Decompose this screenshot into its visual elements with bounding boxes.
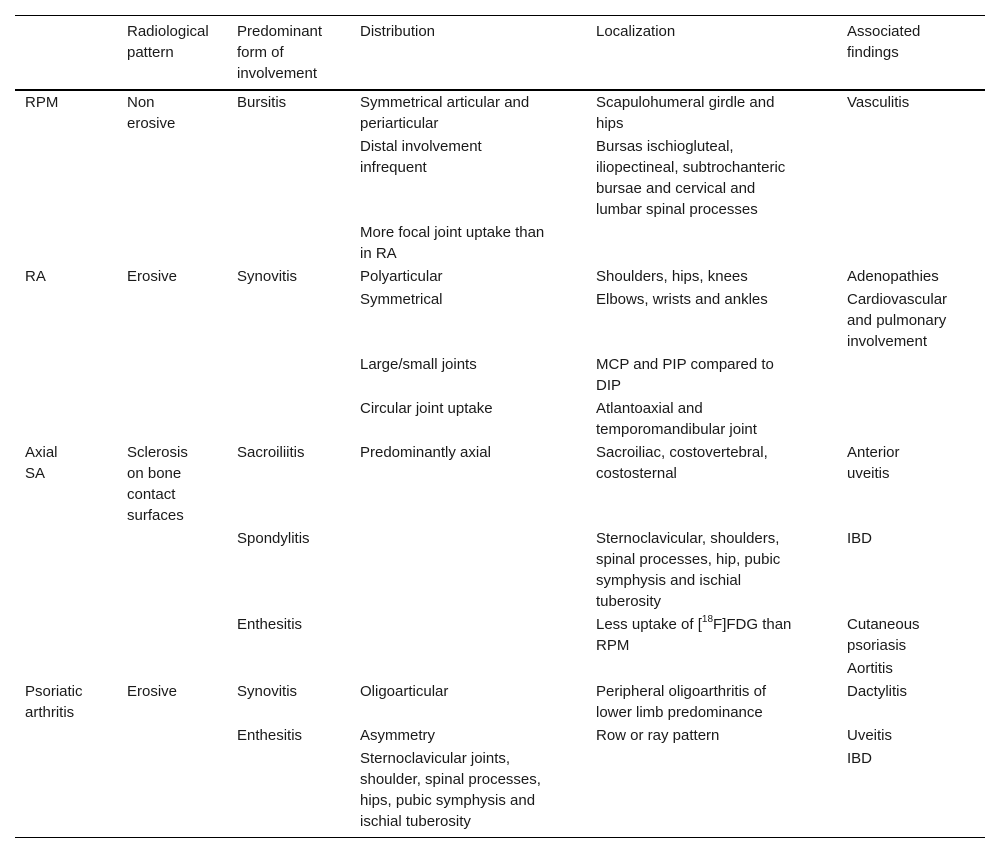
header-cell-associated-findings	[847, 21, 920, 63]
axial-sa-associated-4: Aortitis	[847, 660, 893, 677]
cell-line: Anterior	[847, 444, 900, 461]
cell-line: contact	[127, 486, 176, 503]
ra-distribution-1: Polyarticular	[360, 268, 443, 285]
cell-line: Distal involvement	[360, 138, 482, 155]
cell-line: arthritis	[25, 704, 75, 721]
ra-localization-4	[596, 398, 757, 440]
psa-associated-1: Dactylitis	[847, 683, 908, 700]
rpm-distribution-1	[360, 92, 529, 134]
axial-sa-associated-3	[847, 614, 920, 656]
cell-line: surfaces	[127, 507, 184, 524]
header-cell-predominant-form	[237, 21, 322, 84]
rpm-distribution-3	[360, 222, 544, 264]
cell-line: shoulder, spinal processes,	[360, 771, 541, 788]
psa-distribution-1: Oligoarticular	[360, 683, 449, 700]
header-cell-distribution: Distribution	[360, 23, 436, 40]
axial-sa-form-1: Sacroiliitis	[237, 444, 305, 461]
ra-localization-1: Shoulders, hips, knees	[596, 268, 748, 285]
ra-distribution-3: Large/small joints	[360, 356, 477, 373]
psa-form-1: Synovitis	[237, 683, 298, 700]
cell-line: hips	[596, 115, 624, 132]
cell-line: Non	[127, 94, 155, 111]
cell-line: RPM	[596, 637, 630, 654]
cell-line: hips, pubic symphysis and	[360, 792, 536, 809]
cell-line: DIP	[596, 377, 622, 394]
psa-distribution-2: Asymmetry	[360, 727, 435, 744]
axial-sa-associated-1	[847, 442, 900, 484]
cell-line: temporomandibular joint	[596, 421, 757, 438]
cell-line: bursae and cervical and	[596, 180, 756, 197]
header-line: Associated	[847, 23, 921, 40]
header-line: Predominant	[237, 23, 323, 40]
cell-line: Cutaneous	[847, 616, 920, 633]
cell-line: Psoriatic	[25, 683, 83, 700]
header-line: involvement	[237, 65, 318, 82]
cell-line: Sternoclavicular, shoulders,	[596, 530, 780, 547]
axial-sa-localization-1	[596, 442, 768, 484]
cell-line: uveitis	[847, 465, 890, 482]
cell-line: ischial tuberosity	[360, 813, 471, 830]
cell-line: Sclerosis	[127, 444, 188, 461]
cell-line: costosternal	[596, 465, 677, 482]
cell-line: Sacroiliac, costovertebral,	[596, 444, 768, 461]
table-header-rule	[15, 89, 985, 91]
cell-line: Atlantoaxial and	[596, 400, 703, 417]
cell-line: Symmetrical articular and	[360, 94, 530, 111]
cell-line: tuberosity	[596, 593, 662, 610]
header-line: form of	[237, 44, 284, 61]
psa-associated-3: IBD	[847, 750, 873, 767]
cell-line: SA	[25, 465, 46, 482]
cell-line: on bone	[127, 465, 182, 482]
psa-form-2: Enthesitis	[237, 727, 303, 744]
text-segment: F]FDG than	[713, 616, 792, 633]
ra-associated-2	[847, 289, 947, 352]
cell-line: in RA	[360, 245, 397, 262]
cell-line: infrequent	[360, 159, 427, 176]
axial-sa-localization-2	[596, 528, 780, 612]
axial-sa-pattern	[127, 442, 188, 526]
psa-distribution-3	[360, 748, 541, 832]
ra-distribution-4: Circular joint uptake	[360, 400, 493, 417]
cell-line: iliopectineal, subtrochanteric	[596, 159, 786, 176]
cell-line: Peripheral oligoarthritis of	[596, 683, 767, 700]
cell-line: Axial	[25, 444, 58, 461]
ra-pattern: Erosive	[127, 268, 178, 285]
rpm-localization-2	[596, 136, 785, 220]
psa-associated-2: Uveitis	[847, 727, 893, 744]
rpm-localization-1	[596, 92, 774, 134]
table-bottom-rule	[15, 837, 985, 838]
rpm-distribution-2	[360, 136, 482, 178]
cell-line: lumbar spinal processes	[596, 201, 758, 218]
psa-localization-2: Row or ray pattern	[596, 727, 720, 744]
cell-line: Sternoclavicular joints,	[360, 750, 511, 767]
cell-line: Cardiovascular	[847, 291, 948, 308]
rpm-name: RPM	[25, 94, 59, 111]
cell-line: symphysis and ischial	[596, 572, 742, 589]
cell-line: erosive	[127, 115, 176, 132]
cell-line: psoriasis	[847, 637, 907, 654]
ra-distribution-2: Symmetrical	[360, 291, 443, 308]
axial-sa-localization-3	[596, 614, 791, 656]
header-cell-localization: Localization	[596, 23, 676, 40]
axial-sa-distribution-1: Predominantly axial	[360, 444, 491, 461]
header-line: findings	[847, 44, 899, 61]
ra-localization-2: Elbows, wrists and ankles	[596, 291, 768, 308]
ra-associated-1: Adenopathies	[847, 268, 939, 285]
cell-line: Bursas ischiogluteal,	[596, 138, 734, 155]
rpm-associated-1: Vasculitis	[847, 94, 910, 111]
rpm-pattern	[127, 92, 175, 134]
ra-localization-3	[596, 354, 774, 396]
rpm-form: Bursitis	[237, 94, 287, 111]
header-line: pattern	[127, 44, 174, 61]
ra-form: Synovitis	[237, 268, 298, 285]
cell-line: involvement	[847, 333, 928, 350]
table-top-rule	[15, 15, 985, 16]
cell-line: and pulmonary	[847, 312, 947, 329]
superscript: 18	[701, 614, 714, 625]
axial-sa-name	[25, 442, 58, 484]
ra-name: RA	[25, 268, 46, 285]
psa-name	[25, 681, 83, 723]
axial-sa-form-3: Enthesitis	[237, 616, 303, 633]
cell-line	[596, 614, 791, 635]
text-segment: Less uptake of [	[596, 616, 702, 633]
axial-sa-associated-2: IBD	[847, 530, 873, 547]
cell-line: spinal processes, hip, pubic	[596, 551, 781, 568]
cell-line: More focal joint uptake than	[360, 224, 545, 241]
header-cell-radiological-pattern	[127, 21, 209, 63]
cell-line: Scapulohumeral girdle and	[596, 94, 775, 111]
header-line: Radiological	[127, 23, 209, 40]
cell-line: lower limb predominance	[596, 704, 763, 721]
axial-sa-form-2: Spondylitis	[237, 530, 310, 547]
cell-line: periarticular	[360, 115, 439, 132]
cell-line: MCP and PIP compared to	[596, 356, 774, 373]
psa-localization-1	[596, 681, 766, 723]
psa-pattern: Erosive	[127, 683, 178, 700]
